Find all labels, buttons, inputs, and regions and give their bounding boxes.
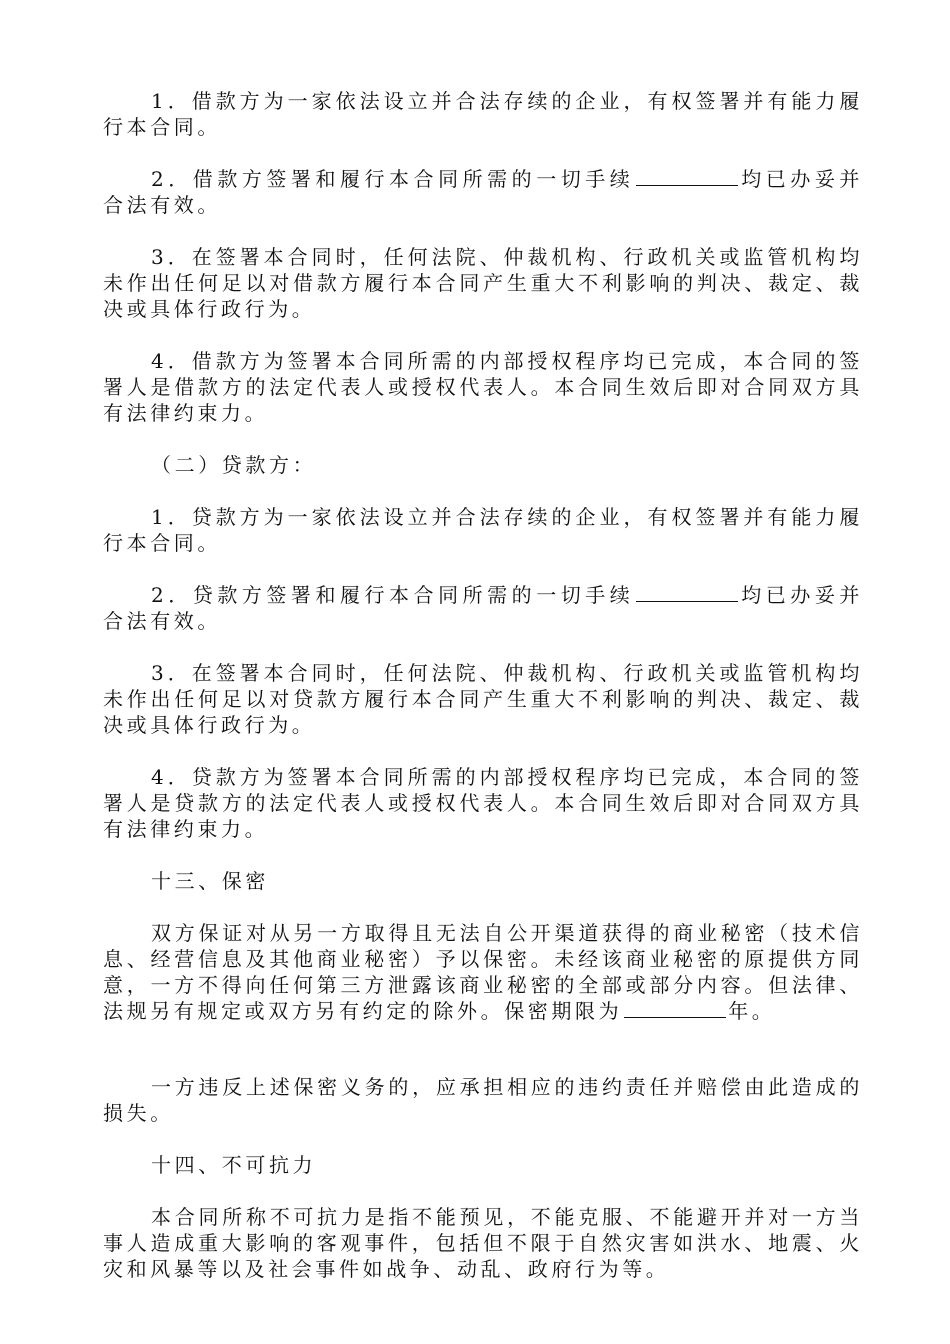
- fill-in-blank: [636, 167, 738, 186]
- clause-text: 双方保证对从另一方取得且无法自公开渠道获得的商业秘密（技术信息、经营信息及其他商业秘密）予以保密。未经该商业秘密的原提供方同意，一方不得向任何第三方泄露该商业秘密的全部或部分内容。但法律、法规另有规定或双方另有约定的除外。保密期限为: [103, 921, 863, 1023]
- clause-text: 均已办妥并合法有效。: [103, 167, 863, 217]
- clause-text: 年。: [728, 999, 776, 1023]
- fill-in-blank: [636, 583, 738, 602]
- force-majeure-clause: 本合同所称不可抗力是指不能预见，不能克服、不能避开并对一方当事人造成重大影响的客观事件，包括但不限于自然灾害如洪水、地震、火灾和风暴等以及社会事件如战争、动乱、政府行为等。: [103, 1205, 863, 1281]
- borrower-clause-4: 4．借款方为签署本合同所需的内部授权程序均已完成，本合同的签署人是借款方的法定代表人或授权代表人。本合同生效后即对合同双方具有法律约束力。: [103, 349, 863, 425]
- lender-clause-4: 4．贷款方为签署本合同所需的内部授权程序均已完成，本合同的签署人是贷款方的法定代表人或授权代表人。本合同生效后即对合同双方具有法律约束力。: [103, 765, 863, 841]
- lender-section-heading: （二）贷款方：: [151, 453, 317, 477]
- document-page: [103, 88, 863, 1308]
- borrower-clause-2: [103, 166, 863, 218]
- confidentiality-breach-clause: 一方违反上述保密义务的，应承担相应的违约责任并赔偿由此造成的损失。: [103, 1075, 863, 1125]
- lender-clause-3: 3．在签署本合同时，任何法院、仲裁机构、行政机关或监管机构均未作出任何足以对贷款方履行本合同产生重大不利影响的判决、裁定、裁决或具体行政行为。: [103, 661, 863, 737]
- borrower-clause-1: 1．借款方为一家依法设立并合法存续的企业，有权签署并有能力履行本合同。: [103, 89, 863, 139]
- fill-in-blank: [624, 999, 726, 1018]
- force-majeure-heading: 十四、不可抗力: [151, 1153, 317, 1177]
- confidentiality-clause: [103, 920, 863, 1024]
- lender-clause-1: 1．贷款方为一家依法设立并合法存续的企业，有权签署并有能力履行本合同。: [103, 505, 863, 555]
- clause-text: 2．借款方签署和履行本合同所需的一切手续: [151, 167, 635, 191]
- borrower-clause-3: 3．在签署本合同时，任何法院、仲裁机构、行政机关或监管机构均未作出任何足以对借款方履行本合同产生重大不利影响的判决、裁定、裁决或具体行政行为。: [103, 245, 863, 321]
- clause-text: 均已办妥并合法有效。: [103, 583, 863, 633]
- clause-text: 2．贷款方签署和履行本合同所需的一切手续: [151, 583, 635, 607]
- lender-clause-2: [103, 582, 863, 634]
- confidentiality-heading: 十三、保密: [151, 869, 269, 893]
